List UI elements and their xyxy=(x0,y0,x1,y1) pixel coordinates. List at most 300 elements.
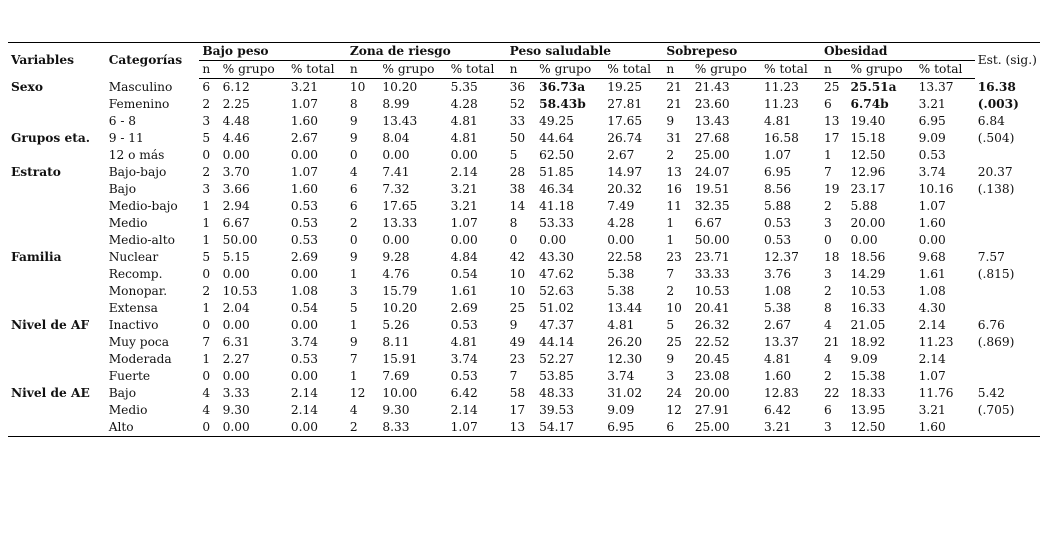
header-categorias: Categorías xyxy=(106,43,200,79)
value-cell: 3.21 xyxy=(290,80,318,94)
value-cell: 11.76 xyxy=(918,386,954,400)
value-cell: 2 xyxy=(202,97,211,111)
subheader-n: n xyxy=(663,61,691,79)
est-sig-cell: (.504) xyxy=(977,131,1015,145)
value-cell: 32.35 xyxy=(694,199,730,213)
value-cell: 21 xyxy=(824,335,840,349)
value-cell: 1.08 xyxy=(290,284,318,298)
value-cell: 1.07 xyxy=(763,148,792,162)
est-sig-cell: (.138) xyxy=(977,182,1015,196)
est-sig-cell: (.815) xyxy=(977,267,1015,281)
value-cell: 18 xyxy=(824,250,840,264)
variable-cell: Nivel de AF xyxy=(11,318,90,332)
table-row xyxy=(8,334,1040,351)
value-cell: 6 xyxy=(349,182,358,196)
value-cell: 3 xyxy=(666,369,675,383)
value-cell: 20.00 xyxy=(694,386,730,400)
variable-cell xyxy=(8,334,106,351)
value-cell: 42 xyxy=(509,250,526,264)
value-cell: 1.08 xyxy=(918,284,946,298)
value-cell: 13.44 xyxy=(607,301,643,315)
value-cell: 26.74 xyxy=(607,131,643,145)
value-cell: 5 xyxy=(202,131,211,145)
value-cell: 6 xyxy=(663,419,691,437)
value-cell: 7 xyxy=(349,352,358,366)
value-cell: 18.56 xyxy=(850,250,886,264)
value-cell: 13.43 xyxy=(382,114,418,128)
value-cell: 5.38 xyxy=(763,301,792,315)
value-cell: 47.62 xyxy=(539,267,574,281)
value-cell: 4 xyxy=(824,352,832,366)
value-cell: 10.53 xyxy=(850,284,886,298)
value-cell: 4.81 xyxy=(763,352,792,366)
value-cell: 11.23 xyxy=(763,97,799,111)
value-cell: 0.53 xyxy=(763,216,792,230)
value-cell: 7.49 xyxy=(607,199,635,213)
est-sig-cell: 5.42 xyxy=(977,386,1005,400)
value-cell: 4.28 xyxy=(450,97,478,111)
table-row xyxy=(8,164,1040,181)
value-cell: 1.60 xyxy=(763,369,792,383)
value-cell: 12.37 xyxy=(763,250,799,264)
value-cell: 21.05 xyxy=(850,318,886,332)
value-cell: 38 xyxy=(509,182,526,196)
value-cell: 7 xyxy=(509,369,518,383)
variable-cell xyxy=(8,300,106,317)
value-cell: 3.21 xyxy=(450,199,478,213)
table-row xyxy=(8,232,1040,249)
value-cell: 19.25 xyxy=(607,80,643,94)
category-cell: Bajo xyxy=(108,182,137,196)
value-cell: 9 xyxy=(349,335,358,349)
value-cell: 9 xyxy=(349,131,358,145)
results-table-container xyxy=(8,42,1040,437)
value-cell: 16 xyxy=(666,182,682,196)
value-cell: 0.00 xyxy=(222,148,250,162)
subheader-pct-total: % total xyxy=(288,61,347,79)
value-cell: 0.00 xyxy=(918,233,946,247)
value-cell: 12 xyxy=(666,403,682,417)
value-cell: 23 xyxy=(509,352,526,366)
value-cell: 25.00 xyxy=(692,419,761,437)
est-sig-cell xyxy=(975,351,1040,368)
category-cell: Alto xyxy=(106,419,200,437)
category-cell: Femenino xyxy=(108,97,170,111)
table-row xyxy=(8,249,1040,266)
value-cell: 10.53 xyxy=(222,284,258,298)
value-cell: 23.08 xyxy=(694,369,730,383)
table-row xyxy=(8,419,1040,437)
value-cell: 0.53 xyxy=(918,148,946,162)
value-cell: 13 xyxy=(507,419,537,437)
est-sig-cell: 6.76 xyxy=(977,318,1005,332)
value-cell: 1.07 xyxy=(290,97,318,111)
value-cell: 14.97 xyxy=(607,165,643,179)
value-cell: 10.20 xyxy=(382,80,418,94)
value-cell: 53.85 xyxy=(539,369,574,383)
table-row xyxy=(8,317,1040,334)
value-cell: 7.41 xyxy=(382,165,410,179)
category-cell: Moderada xyxy=(108,352,172,366)
value-cell: 16.33 xyxy=(850,301,886,315)
value-cell: 0.00 xyxy=(290,267,318,281)
value-cell: 2.67 xyxy=(290,131,318,145)
value-cell: 23.17 xyxy=(850,182,886,196)
table-row xyxy=(8,402,1040,419)
value-cell: 10.00 xyxy=(382,386,418,400)
value-cell: 0.00 xyxy=(290,369,318,383)
value-cell: 4 xyxy=(349,403,358,417)
est-sig-cell: (.869) xyxy=(977,335,1015,349)
est-sig-cell xyxy=(975,215,1040,232)
table-row xyxy=(8,266,1040,283)
value-cell: 3 xyxy=(202,182,211,196)
value-cell: 3.33 xyxy=(222,386,250,400)
table-row xyxy=(8,368,1040,385)
value-cell: 22.58 xyxy=(607,250,643,264)
value-cell: 6.12 xyxy=(222,80,250,94)
value-cell: 0 xyxy=(202,369,211,383)
value-cell: 5.38 xyxy=(607,267,635,281)
value-cell: 4 xyxy=(824,318,832,332)
variable-cell xyxy=(8,96,106,113)
value-cell: 27.81 xyxy=(607,97,643,111)
table-body xyxy=(8,79,1040,437)
header-variables: Variables xyxy=(8,43,106,79)
value-cell: 19.40 xyxy=(850,114,886,128)
category-cell: Medio-alto xyxy=(108,233,175,247)
value-cell: 24.07 xyxy=(694,165,730,179)
value-cell: 12.83 xyxy=(763,386,799,400)
value-cell: 0.00 xyxy=(382,233,410,247)
table-row xyxy=(8,385,1040,402)
value-cell: 8 xyxy=(509,216,518,230)
value-cell: 3 xyxy=(821,419,847,437)
value-cell: 3.74 xyxy=(918,165,946,179)
value-cell: 22 xyxy=(824,386,840,400)
value-cell: 18.33 xyxy=(850,386,886,400)
value-cell: 13.37 xyxy=(763,335,799,349)
value-cell: 4.30 xyxy=(918,301,946,315)
subheader-pct-total: % total xyxy=(916,61,975,79)
value-cell: 20.45 xyxy=(694,352,730,366)
value-cell: 5 xyxy=(666,318,675,332)
value-cell: 10.20 xyxy=(382,301,418,315)
value-cell: 18.92 xyxy=(850,335,886,349)
value-cell: 9 xyxy=(509,318,518,332)
value-cell: 14 xyxy=(509,199,526,213)
value-cell: 3 xyxy=(824,267,832,281)
value-cell: 4.81 xyxy=(450,114,478,128)
value-cell: 54.17 xyxy=(536,419,604,437)
value-cell: 10 xyxy=(666,301,682,315)
value-cell: 2 xyxy=(202,284,211,298)
value-cell: 36 xyxy=(509,80,526,94)
value-cell: 6.67 xyxy=(222,216,250,230)
value-cell: 12 xyxy=(349,386,366,400)
value-cell: 2 xyxy=(824,369,832,383)
value-cell: 0.00 xyxy=(539,233,567,247)
header-group-sobrepeso: Sobrepeso xyxy=(663,43,821,61)
value-cell: 5.88 xyxy=(850,199,878,213)
value-cell: 0.54 xyxy=(290,301,318,315)
category-cell: Recomp. xyxy=(108,267,163,281)
value-cell: 15.18 xyxy=(850,131,886,145)
value-cell: 17.65 xyxy=(607,114,643,128)
header-group-peso-saludable: Peso saludable xyxy=(507,43,664,61)
value-cell: 12.30 xyxy=(607,352,643,366)
value-cell: 0 xyxy=(202,267,211,281)
variable-cell: Familia xyxy=(11,250,62,264)
value-cell: 4.81 xyxy=(450,131,478,145)
subheader-n: n xyxy=(821,61,847,79)
table-row xyxy=(8,215,1040,232)
header-group-obesidad: Obesidad xyxy=(821,43,975,61)
value-cell: 4 xyxy=(349,165,358,179)
value-cell: 0 xyxy=(202,318,211,332)
value-cell: 48.33 xyxy=(539,386,574,400)
est-sig-cell: 6.84 xyxy=(977,114,1005,128)
category-cell: Monopar. xyxy=(108,284,168,298)
value-cell: 39.53 xyxy=(539,403,574,417)
value-cell: 0 xyxy=(824,233,832,247)
est-sig-cell: 7.57 xyxy=(977,250,1005,264)
header-est-sig: Est. (sig.) xyxy=(975,43,1040,79)
subheader-pct-total: % total xyxy=(448,61,507,79)
category-cell: Inactivo xyxy=(108,318,159,332)
value-cell: 13 xyxy=(666,165,682,179)
value-cell: 5.88 xyxy=(763,199,792,213)
value-cell: 1.60 xyxy=(290,182,318,196)
value-cell: 17 xyxy=(824,131,840,145)
value-cell: 1.07 xyxy=(450,216,478,230)
value-cell: 6 xyxy=(824,97,832,111)
est-sig-cell xyxy=(975,419,1040,437)
value-cell: 26.32 xyxy=(694,318,730,332)
est-sig-cell: 16.38 xyxy=(977,79,1016,94)
value-cell: 10 xyxy=(349,80,366,94)
value-cell: 0.00 xyxy=(382,148,410,162)
value-cell: 4.28 xyxy=(607,216,635,230)
value-cell: 31.02 xyxy=(607,386,643,400)
value-cell: 10 xyxy=(509,267,526,281)
value-cell: 4.46 xyxy=(222,131,250,145)
variable-cell xyxy=(8,402,106,419)
value-cell: 9.09 xyxy=(607,403,635,417)
value-cell: 6 xyxy=(349,199,358,213)
value-cell: 20.41 xyxy=(694,301,730,315)
value-cell: 2.27 xyxy=(222,352,250,366)
value-cell: 11.23 xyxy=(918,335,954,349)
value-cell: 46.34 xyxy=(539,182,574,196)
table-row xyxy=(8,147,1040,164)
value-cell: 6 xyxy=(202,80,211,94)
value-cell: 0.00 xyxy=(288,419,347,437)
variable-cell xyxy=(8,198,106,215)
value-cell: 2 xyxy=(666,284,675,298)
value-cell: 12.50 xyxy=(848,419,916,437)
value-cell: 0.00 xyxy=(290,318,318,332)
variable-cell xyxy=(8,419,106,437)
value-cell: 14.29 xyxy=(850,267,886,281)
value-cell: 0 xyxy=(349,233,358,247)
value-cell: 52 xyxy=(509,97,526,111)
value-cell: 15.38 xyxy=(850,369,886,383)
value-cell: 49 xyxy=(509,335,526,349)
variable-cell xyxy=(8,266,106,283)
value-cell: 23 xyxy=(666,250,682,264)
value-cell: 17 xyxy=(509,403,526,417)
value-cell: 2 xyxy=(349,216,358,230)
est-sig-cell: 20.37 xyxy=(977,165,1013,179)
value-cell: 0.00 xyxy=(450,148,478,162)
est-sig-cell: (.003) xyxy=(977,97,1019,111)
value-cell: 0 xyxy=(202,148,211,162)
value-cell: 19 xyxy=(824,182,840,196)
value-cell: 9 xyxy=(666,114,675,128)
value-cell: 11 xyxy=(666,199,682,213)
category-cell: Bajo-bajo xyxy=(108,165,167,179)
value-cell: 3 xyxy=(202,114,211,128)
table-row xyxy=(8,283,1040,300)
value-cell: 15.91 xyxy=(382,352,418,366)
value-cell: 5.35 xyxy=(450,80,478,94)
value-cell: 1 xyxy=(202,301,211,315)
value-cell: 7.69 xyxy=(382,369,410,383)
value-cell: 1 xyxy=(349,369,358,383)
value-cell: 9 xyxy=(666,352,675,366)
value-cell: 44.14 xyxy=(539,335,574,349)
value-cell: 44.64 xyxy=(539,131,574,145)
value-cell: 2.69 xyxy=(450,301,478,315)
value-cell: 9 xyxy=(349,114,358,128)
value-cell: 0.00 xyxy=(222,369,250,383)
value-cell: 0.00 xyxy=(222,318,250,332)
value-cell: 7 xyxy=(202,335,211,349)
value-cell: 2.04 xyxy=(222,301,250,315)
value-cell: 1.60 xyxy=(916,419,975,437)
value-cell: 0.00 xyxy=(607,233,635,247)
value-cell: 2.14 xyxy=(918,318,946,332)
value-cell: 5.26 xyxy=(382,318,410,332)
subheader-pct-grupo: % grupo xyxy=(379,61,447,79)
value-cell: 7.32 xyxy=(382,182,410,196)
value-cell: 3.21 xyxy=(918,97,946,111)
value-cell: 1 xyxy=(666,216,675,230)
variable-cell xyxy=(8,232,106,249)
value-cell: 1 xyxy=(349,267,358,281)
variable-cell xyxy=(8,368,106,385)
value-cell: 33.33 xyxy=(694,267,730,281)
value-cell: 3.74 xyxy=(450,352,478,366)
value-cell: 0.00 xyxy=(450,233,478,247)
variable-cell: Grupos eta. xyxy=(11,131,90,145)
variable-cell xyxy=(8,283,106,300)
value-cell: 20.00 xyxy=(850,216,886,230)
value-cell: 8 xyxy=(349,97,358,111)
value-cell: 1 xyxy=(666,233,675,247)
value-cell: 0.54 xyxy=(450,267,478,281)
value-cell: 50.00 xyxy=(222,233,258,247)
value-cell: 1.07 xyxy=(448,419,507,437)
category-cell: Bajo xyxy=(108,386,137,400)
variable-cell xyxy=(8,113,106,130)
value-cell: 9 xyxy=(349,250,358,264)
variable-cell: Estrato xyxy=(11,165,61,179)
value-cell: 8.11 xyxy=(382,335,410,349)
est-sig-cell xyxy=(975,368,1040,385)
value-cell: 1 xyxy=(202,199,211,213)
value-cell: 25.00 xyxy=(694,148,730,162)
value-cell: 3.76 xyxy=(763,267,792,281)
value-cell: 25 xyxy=(824,80,840,94)
value-cell: 5 xyxy=(202,250,211,264)
category-cell: Nuclear xyxy=(108,250,159,264)
value-cell: 25 xyxy=(666,335,682,349)
value-cell: 3.74 xyxy=(607,369,635,383)
value-cell: 1.07 xyxy=(918,369,946,383)
est-sig-cell: (.705) xyxy=(977,403,1015,417)
value-cell: 41.18 xyxy=(539,199,574,213)
value-cell: 31 xyxy=(666,131,682,145)
value-cell: 24 xyxy=(666,386,682,400)
value-cell: 3.21 xyxy=(918,403,946,417)
category-cell: 6 - 8 xyxy=(108,114,137,128)
value-cell: 4.84 xyxy=(450,250,478,264)
category-cell: Masculino xyxy=(108,79,173,94)
value-cell: 3 xyxy=(349,284,358,298)
value-cell: 53.33 xyxy=(539,216,574,230)
value-cell: 10.53 xyxy=(694,284,730,298)
value-cell: 19.51 xyxy=(694,182,730,196)
value-cell: 15.79 xyxy=(382,284,418,298)
table-row xyxy=(8,300,1040,317)
value-cell: 21 xyxy=(666,97,682,111)
value-cell: 6.95 xyxy=(763,165,792,179)
value-cell: 0.53 xyxy=(763,233,792,247)
table-row xyxy=(8,181,1040,198)
value-cell: 2.25 xyxy=(222,97,250,111)
value-cell: 0 xyxy=(199,419,219,437)
value-cell: 0.53 xyxy=(290,216,318,230)
value-cell: 2.67 xyxy=(607,148,635,162)
table-row xyxy=(8,96,1040,113)
value-cell: 1.61 xyxy=(450,284,478,298)
value-cell: 2 xyxy=(824,284,832,298)
value-cell: 2 xyxy=(202,165,211,179)
subheader-pct-total: % total xyxy=(761,61,821,79)
value-cell: 4 xyxy=(202,403,211,417)
value-cell: 9.30 xyxy=(382,403,410,417)
value-cell: 58.43b xyxy=(539,97,586,111)
value-cell: 1.60 xyxy=(918,216,946,230)
value-cell: 0.53 xyxy=(290,233,318,247)
value-cell: 21 xyxy=(666,80,682,94)
subheader-n: n xyxy=(347,61,380,79)
value-cell: 9.28 xyxy=(382,250,410,264)
value-cell: 3.21 xyxy=(450,182,478,196)
value-cell: 8 xyxy=(824,301,832,315)
category-cell: Muy poca xyxy=(108,335,170,349)
value-cell: 1.60 xyxy=(290,114,318,128)
value-cell: 4.81 xyxy=(763,114,792,128)
value-cell: 4.81 xyxy=(607,318,635,332)
value-cell: 2 xyxy=(824,199,832,213)
value-cell: 2 xyxy=(347,419,380,437)
category-cell: Fuerte xyxy=(108,369,151,383)
value-cell: 23.60 xyxy=(694,97,730,111)
est-sig-cell xyxy=(975,232,1040,249)
